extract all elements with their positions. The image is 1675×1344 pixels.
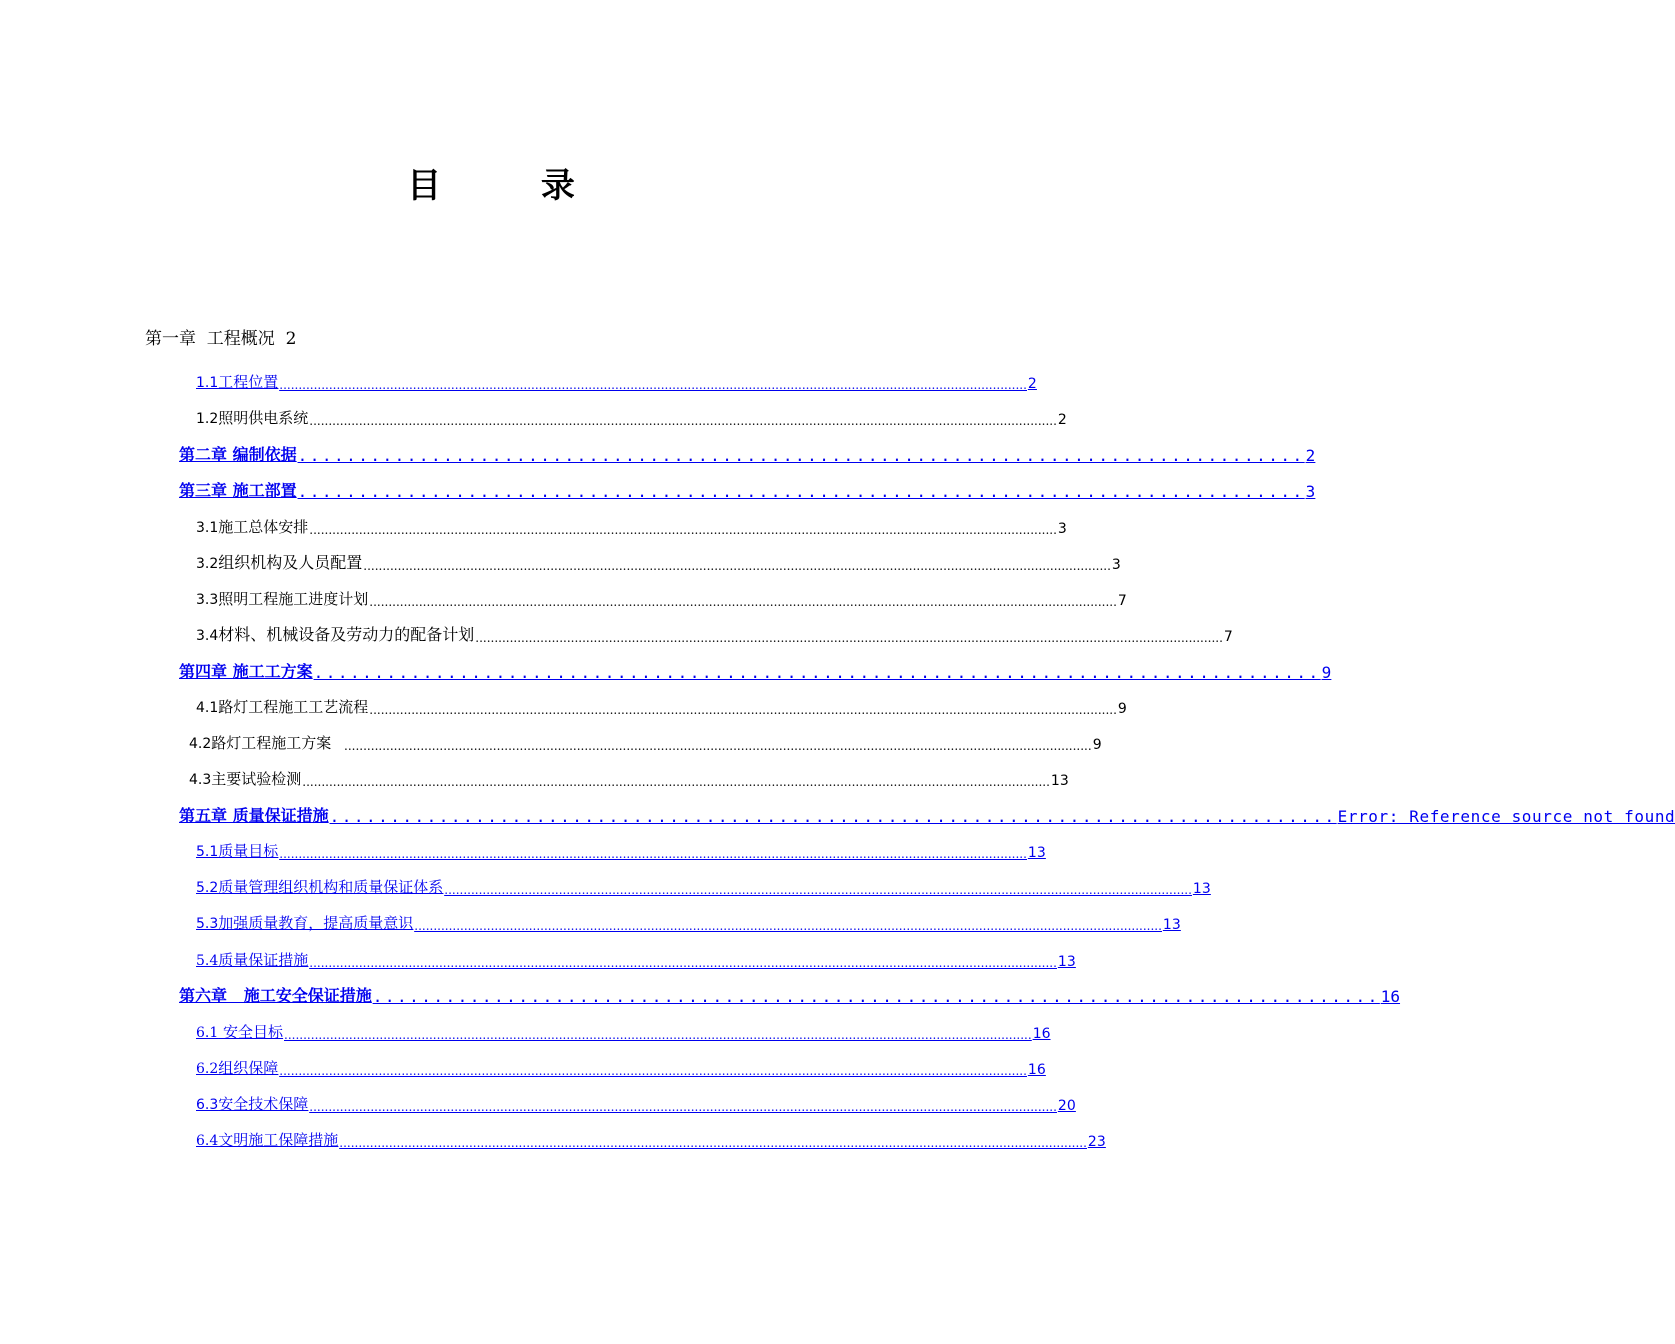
toc-entry-page: 2 — [1057, 412, 1067, 428]
toc-chapter-3[interactable] — [179, 477, 1316, 501]
toc-entry-5-4[interactable] — [196, 946, 1076, 970]
toc-entry-6-2[interactable] — [196, 1054, 1046, 1078]
toc-entry-label: 质量管理组织机构和质量保证体系 — [218, 878, 444, 896]
toc-entry-4-1 — [196, 693, 1127, 717]
toc-entry-label: 质量目标 — [218, 842, 279, 860]
dot-leader: ................................................................................... — [372, 987, 1380, 1006]
toc-entry-page: 16 — [1027, 1062, 1046, 1078]
dot-leader: .................................................................................................................................................................................................... — [363, 559, 1111, 573]
dot-leader: .................................................................................................................................................................................................... — [475, 631, 1223, 645]
toc-entry-page: 13 — [1057, 954, 1076, 970]
dot-leader: ................................................................................... — [329, 807, 1337, 826]
toc-entry-label: 加强质量教育，提高质量意识 — [218, 914, 414, 932]
toc-entry-number: 4.2 — [189, 736, 212, 752]
dot-leader: .................................................................................................................................................................................................... — [309, 523, 1057, 537]
toc-entry-label: 组织机构及人员配置 — [218, 553, 363, 572]
toc-entry-label: 照明供电系统 — [218, 409, 309, 427]
toc-entry-number: 6.3 — [196, 1097, 219, 1113]
dot-leader: .................................................................................................................................................................................................... — [369, 703, 1117, 717]
dot-leader: ................................................................................... — [313, 663, 1321, 682]
toc-entry-label: 第六章 施工安全保证措施 — [179, 986, 372, 1005]
toc-entry-4-3 — [189, 765, 1069, 789]
toc-chapter-2[interactable] — [179, 441, 1316, 465]
toc-entry-3-3 — [196, 585, 1127, 609]
toc-entry-number: 4.3 — [189, 772, 212, 788]
toc-entry-page: 16 — [1032, 1026, 1051, 1042]
toc-entry-label: 第三章 施工部置 — [179, 481, 297, 500]
toc-entry-page: 2 — [1027, 376, 1037, 392]
toc-entry-number: 3.3 — [196, 592, 219, 608]
toc-entry-page: 3 — [1057, 521, 1067, 537]
toc-entry-label: 第五章 质量保证措施 — [179, 806, 329, 825]
toc-entry-5-3[interactable] — [196, 909, 1181, 933]
toc-entry-number: 6.1 — [196, 1025, 219, 1041]
toc-entry-6-1[interactable] — [196, 1018, 1051, 1042]
toc-entry-label: 路灯工程施工方案 — [211, 734, 337, 752]
toc-entry-1-2 — [196, 404, 1067, 428]
toc-entry-label: 第二章 编制依据 — [179, 445, 297, 464]
toc-entry-number: 5.2 — [196, 880, 219, 896]
toc-entry-label: 文明施工保障措施 — [218, 1131, 339, 1149]
toc-entry-page: 20 — [1057, 1098, 1076, 1114]
dot-leader: ................................................................................... — [297, 482, 1305, 501]
toc-entry-label: 工程位置 — [218, 373, 279, 391]
toc-entry-number: 3.2 — [196, 556, 219, 572]
toc-entry-number: 3.1 — [196, 520, 219, 536]
dot-leader: .................................................................................................................................................................................................... — [279, 1064, 1027, 1078]
toc-entry-page: 13 — [1192, 881, 1211, 897]
toc-entry-number: 1.2 — [196, 411, 219, 427]
toc-entry-page: 9 — [1321, 663, 1332, 682]
toc-entry-page-error: Error: Reference source not found — [1337, 807, 1675, 826]
dot-leader: .................................................................................................................................................................................................... — [284, 1028, 1032, 1042]
dot-leader: .................................................................................................................................................................................................... — [414, 919, 1162, 933]
dot-leader: .................................................................................................................................................................................................... — [309, 956, 1057, 970]
toc-chapter-1: 第一章 工程概况 2 — [145, 329, 297, 349]
toc-entry-label: 照明工程施工进度计划 — [218, 590, 369, 608]
dot-leader: .................................................................................................................................................................................................... — [302, 775, 1050, 789]
toc-entry-label: 质量保证措施 — [218, 951, 309, 969]
toc-entry-page: 13 — [1027, 845, 1046, 861]
toc-entry-page: 16 — [1380, 987, 1401, 1006]
toc-entry-label: 组织保障 — [218, 1059, 279, 1077]
toc-entry-page: 3 — [1305, 482, 1316, 501]
dot-leader: .................................................................................................................................................................................................... — [279, 378, 1027, 392]
toc-entry-page: 13 — [1050, 773, 1069, 789]
dot-leader: .................................................................................................................................................................................................... — [444, 883, 1192, 897]
toc-entry-4-2 — [189, 729, 1102, 753]
toc-entry-5-1[interactable] — [196, 837, 1046, 861]
toc-entry-label: 安全目标 — [218, 1023, 284, 1041]
toc-entry-3-1 — [196, 513, 1067, 537]
toc-entry-label: 安全技术保障 — [218, 1095, 309, 1113]
toc-entry-6-3[interactable] — [196, 1090, 1076, 1114]
toc-entry-label: 材料、机械设备及劳动力的配备计划 — [218, 625, 475, 644]
toc-entry-3-4 — [196, 621, 1233, 645]
toc-entry-1-1[interactable] — [196, 368, 1037, 392]
toc-entry-number: 6.4 — [196, 1133, 219, 1149]
toc-entry-page: 9 — [1117, 701, 1127, 717]
toc-chapter-4[interactable] — [179, 658, 1332, 682]
page-title: 目 录 — [407, 166, 619, 206]
toc-entry-page: 2 — [1305, 446, 1316, 465]
toc-entry-label: 施工总体安排 — [218, 518, 309, 536]
toc-entry-number: 5.4 — [196, 953, 219, 969]
toc-entry-number: 5.3 — [196, 916, 219, 932]
toc-entry-number: 3.4 — [196, 628, 219, 644]
dot-leader: .................................................................................................................................................................................................... — [369, 595, 1117, 609]
toc-entry-label: 第四章 施工工方案 — [179, 662, 313, 681]
dot-leader: .................................................................................................................................................................................................... — [309, 414, 1057, 428]
dot-leader: .................................................................................................................................................................................................... — [309, 1100, 1057, 1114]
dot-leader: .................................................................................................................................................................................................... — [339, 1136, 1087, 1150]
toc-entry-page: 23 — [1087, 1134, 1106, 1150]
toc-entry-number: 1.1 — [196, 375, 219, 391]
dot-leader: .................................................................................................................................................................................................... — [344, 739, 1092, 753]
toc-entry-page: 7 — [1117, 593, 1127, 609]
toc-entry-label: 主要试验检测 — [211, 770, 302, 788]
toc-entry-number: 4.1 — [196, 700, 219, 716]
toc-entry-label: 路灯工程施工工艺流程 — [218, 698, 369, 716]
dot-leader: ................................................................................... — [297, 446, 1305, 465]
toc-entry-page: 7 — [1223, 629, 1233, 645]
toc-entry-number: 6.2 — [196, 1061, 219, 1077]
toc-entry-5-2[interactable] — [196, 873, 1211, 897]
toc-entry-page: 13 — [1162, 917, 1181, 933]
toc-entry-6-4[interactable] — [196, 1126, 1106, 1150]
toc-entry-number: 5.1 — [196, 844, 219, 860]
toc-entry-page: 3 — [1111, 557, 1121, 573]
toc-chapter-5[interactable] — [179, 802, 1675, 826]
toc-entry-3-2 — [196, 549, 1121, 573]
toc-entry-page: 9 — [1092, 737, 1102, 753]
dot-leader: .................................................................................................................................................................................................... — [279, 847, 1027, 861]
toc-chapter-6[interactable] — [179, 982, 1401, 1006]
